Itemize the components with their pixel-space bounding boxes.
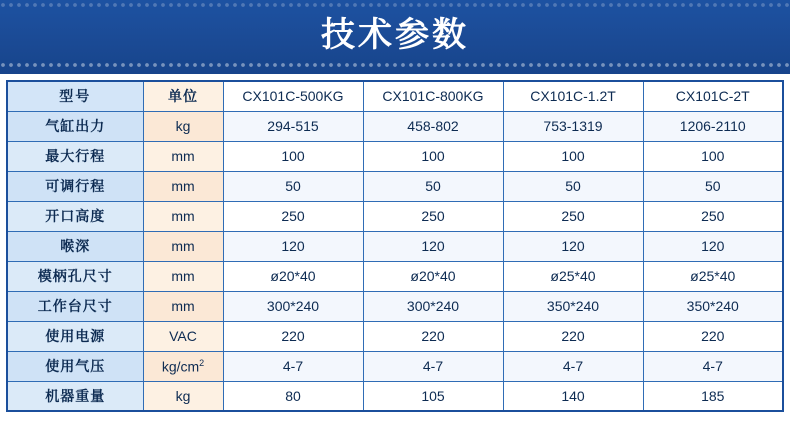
row-unit <box>143 351 223 381</box>
row-label: 模柄孔尺寸 <box>7 261 143 291</box>
row-unit: kg <box>143 111 223 141</box>
row-value: 50 <box>503 171 643 201</box>
column-header-model: 型号 <box>7 81 143 111</box>
row-value: 250 <box>363 201 503 231</box>
row-unit: mm <box>143 291 223 321</box>
row-unit: mm <box>143 231 223 261</box>
row-value: 220 <box>223 321 363 351</box>
row-value: 100 <box>643 141 783 171</box>
row-value: 300*240 <box>223 291 363 321</box>
row-value: 4-7 <box>643 351 783 381</box>
row-value: 4-7 <box>363 351 503 381</box>
row-value: ø20*40 <box>223 261 363 291</box>
row-value: 100 <box>363 141 503 171</box>
table-row <box>7 381 783 411</box>
row-value: 50 <box>363 171 503 201</box>
table-row <box>7 351 783 381</box>
row-value: 120 <box>223 231 363 261</box>
row-unit: VAC <box>143 321 223 351</box>
row-value: 220 <box>363 321 503 351</box>
row-label: 机器重量 <box>7 381 143 411</box>
row-value: 120 <box>503 231 643 261</box>
row-unit: kg <box>143 381 223 411</box>
row-label: 开口高度 <box>7 201 143 231</box>
table-row <box>7 321 783 351</box>
row-value: 220 <box>643 321 783 351</box>
row-value: 100 <box>223 141 363 171</box>
row-label: 工作台尺寸 <box>7 291 143 321</box>
column-header-model-2: CX101C-800KG <box>363 81 503 111</box>
row-value: 1206-2110 <box>643 111 783 141</box>
spec-table-container <box>0 74 790 416</box>
row-value: 220 <box>503 321 643 351</box>
row-value: 250 <box>643 201 783 231</box>
row-value: 120 <box>363 231 503 261</box>
column-header-unit: 单位 <box>143 81 223 111</box>
page-title: 技术参数 <box>321 16 469 54</box>
row-value: 294-515 <box>223 111 363 141</box>
banner-dot-pattern-bottom <box>0 62 790 72</box>
row-label: 气缸出力 <box>7 111 143 141</box>
row-label: 可调行程 <box>7 171 143 201</box>
table-row <box>7 261 783 291</box>
table-row <box>7 141 783 171</box>
table-row <box>7 111 783 141</box>
row-value: 350*240 <box>503 291 643 321</box>
row-value: ø25*40 <box>503 261 643 291</box>
row-value: 250 <box>223 201 363 231</box>
table-row <box>7 171 783 201</box>
banner-dot-pattern-top <box>0 2 790 12</box>
row-value: 185 <box>643 381 783 411</box>
row-unit: mm <box>143 141 223 171</box>
header-banner <box>0 0 790 74</box>
row-value: ø25*40 <box>643 261 783 291</box>
row-label: 使用气压 <box>7 351 143 381</box>
row-value: 50 <box>223 171 363 201</box>
spec-table <box>6 80 784 412</box>
row-value: 753-1319 <box>503 111 643 141</box>
column-header-model-1: CX101C-500KG <box>223 81 363 111</box>
row-label: 最大行程 <box>7 141 143 171</box>
row-label: 使用电源 <box>7 321 143 351</box>
row-value: 458-802 <box>363 111 503 141</box>
table-row <box>7 291 783 321</box>
column-header-model-3: CX101C-1.2T <box>503 81 643 111</box>
row-value: 100 <box>503 141 643 171</box>
row-value: 250 <box>503 201 643 231</box>
row-value: 300*240 <box>363 291 503 321</box>
row-value: 4-7 <box>503 351 643 381</box>
row-value: ø20*40 <box>363 261 503 291</box>
row-unit-text: kg/cm <box>161 358 200 375</box>
row-unit-exponent: 2 <box>199 357 205 368</box>
table-row <box>7 201 783 231</box>
row-unit: mm <box>143 261 223 291</box>
row-value: 350*240 <box>643 291 783 321</box>
row-value: 120 <box>643 231 783 261</box>
row-value: 80 <box>223 381 363 411</box>
table-header-row <box>7 81 783 111</box>
table-row <box>7 231 783 261</box>
row-value: 4-7 <box>223 351 363 381</box>
row-unit: mm <box>143 171 223 201</box>
column-header-model-4: CX101C-2T <box>643 81 783 111</box>
row-unit: mm <box>143 201 223 231</box>
row-value: 50 <box>643 171 783 201</box>
row-label: 喉深 <box>7 231 143 261</box>
row-value: 140 <box>503 381 643 411</box>
row-value: 105 <box>363 381 503 411</box>
